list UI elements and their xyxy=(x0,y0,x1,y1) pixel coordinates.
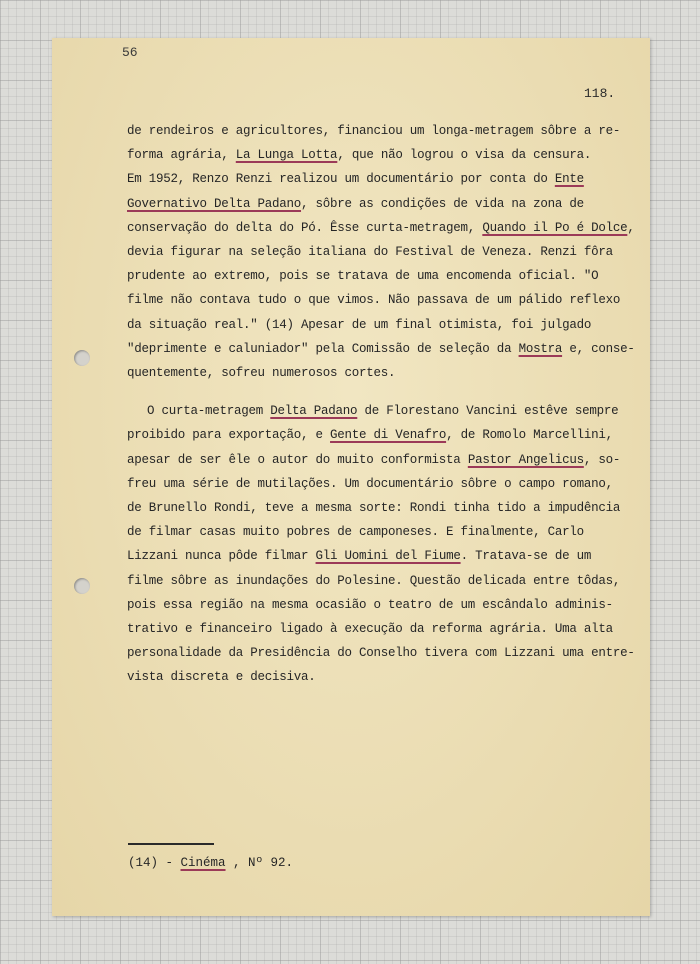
text-segment: conservação do delta do Pó. Êsse curta-metragem, xyxy=(127,220,483,235)
text-line xyxy=(127,361,637,385)
text-segment: , sôbre as condições de vida na zona de xyxy=(301,196,584,211)
text-line xyxy=(127,399,637,423)
text-segment: . Tratava-se de um xyxy=(460,549,592,564)
footnote-rule xyxy=(128,843,214,845)
text-segment: freu uma série de mutilações. Um documentário sôbre o campo romano, xyxy=(127,476,613,491)
text-line xyxy=(127,617,637,641)
text-segment: , que não logrou o visa da censura. xyxy=(337,148,592,163)
text-segment: da situação real." (14) Apesar de um final otimista, foi julgado xyxy=(127,317,592,332)
text-segment: Em 1952, Renzo Renzi realizou um documentário por conta do xyxy=(127,172,555,187)
text-line xyxy=(127,167,637,191)
text-segment: trativo e financeiro ligado à execução da reforma agrária. Uma alta xyxy=(127,622,613,637)
text-line xyxy=(127,593,637,617)
text-line xyxy=(127,423,637,447)
text-line xyxy=(127,143,637,167)
text-line xyxy=(127,192,637,216)
text-segment: O curta-metragem xyxy=(147,404,271,419)
text-segment: prudente ao extremo, pois se tratava de uma encomenda oficial. "O xyxy=(127,269,599,284)
handwritten-page-number: 56 xyxy=(122,45,138,60)
underlined-title: Mostra xyxy=(518,341,563,356)
text-segment: de Florestano Vancini estêve sempre xyxy=(357,404,619,419)
body-text xyxy=(127,119,637,690)
punch-hole xyxy=(74,578,90,594)
text-line xyxy=(127,313,637,337)
text-line xyxy=(127,520,637,544)
text-line xyxy=(127,119,637,143)
footnote-prefix: (14) - xyxy=(128,856,181,870)
text-segment: "deprimente e caluniador" pela Comissão de seleção da xyxy=(127,341,519,356)
text-line xyxy=(127,472,637,496)
text-line xyxy=(127,448,637,472)
text-segment: filme não contava tudo o que vimos. Não passava de um pálido reflexo xyxy=(127,293,621,308)
underlined-title: Delta Padano xyxy=(270,404,358,419)
text-line xyxy=(127,641,637,665)
text-line xyxy=(127,544,637,568)
text-line xyxy=(127,337,637,361)
underlined-title: Ente xyxy=(554,172,584,187)
text-segment: e, conse- xyxy=(562,341,635,356)
text-segment: , xyxy=(627,220,635,235)
underlined-title: Quando il Po é Dolce xyxy=(482,220,628,235)
underlined-title: Governativo Delta Padano xyxy=(127,196,302,211)
text-segment: , so- xyxy=(583,452,621,467)
text-line xyxy=(127,288,637,312)
text-segment: devia figurar na seleção italiana do Festival de Veneza. Renzi fôra xyxy=(127,245,613,260)
text-line xyxy=(127,569,637,593)
paper-sheet xyxy=(52,38,650,916)
text-segment: proibido para exportação, e xyxy=(127,428,331,443)
text-line xyxy=(127,216,637,240)
text-segment: de rendeiros e agricultores, financiou um longa-metragem sôbre a re- xyxy=(127,124,621,138)
text-segment: personalidade da Presidência do Conselho tivera com Lizzani uma entre- xyxy=(127,646,635,661)
text-segment: Lizzani nunca pôde filmar xyxy=(127,549,316,564)
text-line xyxy=(127,665,637,689)
footnote-source: Cinéma xyxy=(180,856,226,870)
text-segment: de Brunello Rondi, teve a mesma sorte: Rondi tinha tido a impudência xyxy=(127,501,621,516)
text-line xyxy=(127,240,637,264)
text-segment: forma agrária, xyxy=(127,148,236,163)
underlined-title: Gli Uomini del Fiume xyxy=(315,549,461,564)
text-segment: de filmar casas muito pobres de camponeses. E finalmente, Carlo xyxy=(127,525,584,540)
text-segment: , de Romolo Marcellini, xyxy=(446,428,613,443)
paragraph-1 xyxy=(127,119,637,385)
text-line xyxy=(127,264,637,288)
punch-hole xyxy=(74,350,90,366)
typed-page-number: 118. xyxy=(584,86,616,101)
text-segment: pois essa região na mesma ocasião o teatro de um escândalo adminis- xyxy=(127,597,613,612)
footnote-suffix: , Nº 92. xyxy=(225,856,294,870)
underlined-title: La Lunga Lotta xyxy=(235,148,338,163)
footnote xyxy=(128,856,293,870)
text-segment: filme sôbre as inundações do Polesine. Questão delicada entre tôdas, xyxy=(127,573,621,588)
text-segment: apesar de ser êle o autor do muito conformista xyxy=(127,452,468,467)
text-segment: quentemente, sofreu numerosos cortes. xyxy=(127,366,396,381)
paragraph-2 xyxy=(127,399,637,689)
text-line xyxy=(127,496,637,520)
text-segment: vista discreta e decisiva. xyxy=(127,670,316,685)
underlined-title: Pastor Angelicus xyxy=(467,452,584,467)
underlined-title: Gente di Venafro xyxy=(330,428,447,443)
